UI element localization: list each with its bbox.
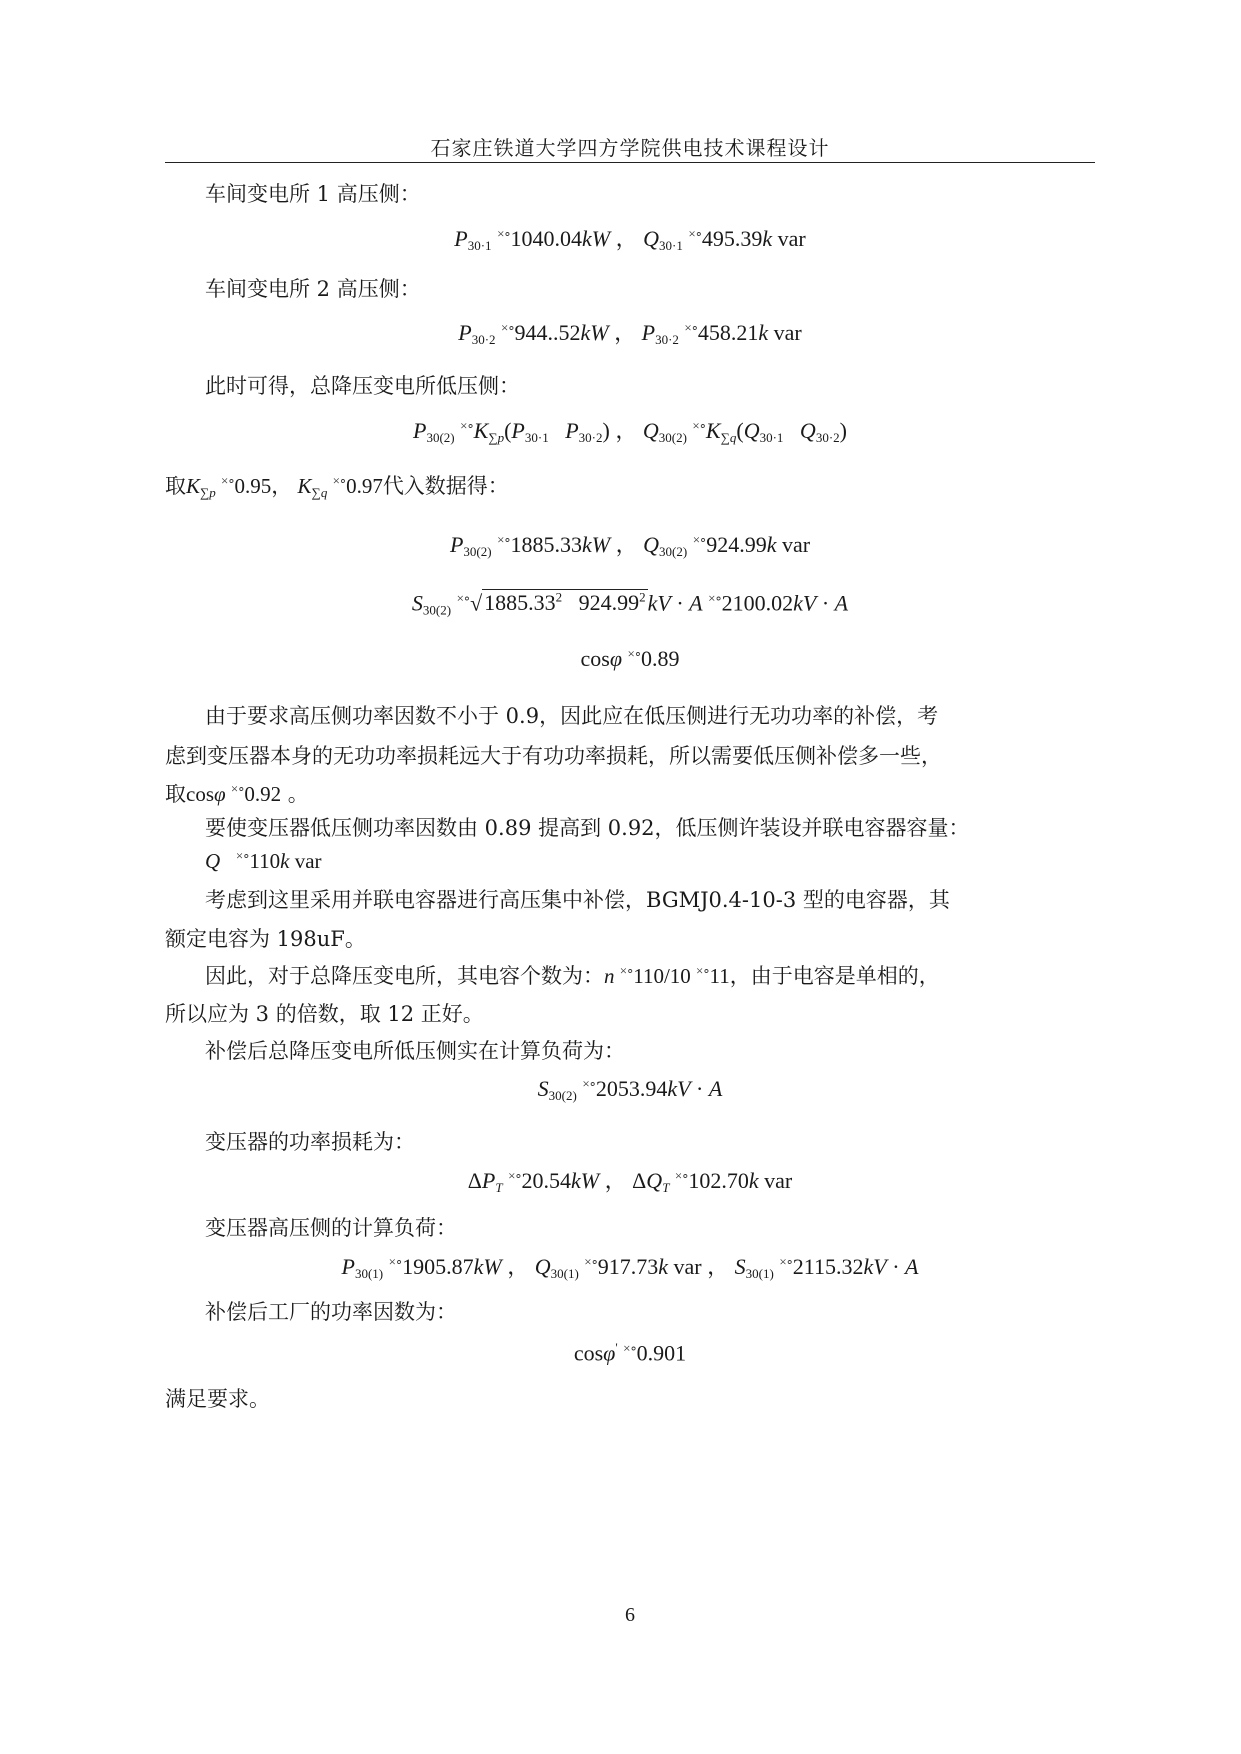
paragraph-substation-2: 车间变电所 2 高压侧： xyxy=(205,277,421,301)
paragraph-bgmj-l1: 考虑到这里采用并联电容器进行高压集中补偿，BGMJ0.4-10-3 型的电容器，其 xyxy=(205,888,950,912)
equation-substation-2: $P_{30\cdot 2}$ ×∘944..52kW ， $P_{30\cdot 2}$ ×∘458.21k var xyxy=(458,320,802,347)
paragraph-compensation-l2: 虑到变压器本身的无功功率损耗远大于有功功率损耗，所以需要低压侧补偿多一些， xyxy=(165,744,942,768)
paragraph-conclusion: 满足要求。 xyxy=(165,1387,270,1411)
paragraph-coefficients: 取$K_{\sum p}$ ×∘0.95， $K_{\sum q}$ ×∘0.97代入数据得： xyxy=(165,473,509,500)
equation-low-side-values: $P_{30(2)}$ ×∘1885.33kW ， $Q_{30(2)}$ ×∘924.99k var xyxy=(449,532,811,559)
paragraph-count-l1: 因此，对于总降压变电所，其电容个数为：n ×∘110/10 ×∘11，由于电容是单相的， xyxy=(205,963,940,988)
equation-high-side-load: $P_{30(1)}$ ×∘1905.87kW ， $Q_{30(1)}$ ×∘917.73k var ， $S_{30(1)}$ ×∘2115.32kV · A xyxy=(341,1254,919,1281)
paragraph-capacitor-l1: 要使变压器低压侧功率因数由 0.89 提高到 0.92，低压侧许装设并联电容器容量： xyxy=(205,816,970,840)
paragraph-high-side-load: 变压器高压侧的计算负荷： xyxy=(205,1216,457,1240)
paragraph-transformer-loss: 变压器的功率损耗为： xyxy=(205,1130,415,1154)
equation-apparent-power: $S_{30(2)}$ ×∘√1885.33$^2$ $924.99^2kV \cdot A$ ×∘2100.02kV · A xyxy=(411,590,849,618)
equation-substation-1: $P_{30\cdot 1}$ ×∘1040.04kW ， $Q_{30\cdot 1}$ ×∘495.39k var xyxy=(454,226,806,253)
paragraph-compensation-l1: 由于要求高压侧功率因数不小于 0.9，因此应在低压侧进行无功功率的补偿，考 xyxy=(205,704,939,728)
paragraph-after-compensation: 补偿后总降压变电所低压侧实在计算负荷为： xyxy=(205,1039,625,1063)
equation-transformer-loss: $\Delta P_T$ ×∘20.54kW ， $\Delta Q_T$ ×∘102.70k var xyxy=(467,1168,793,1195)
equation-power-factor: cosφ ×∘0.89 xyxy=(580,646,680,671)
paragraph-capacitor-l2: Q ×∘110k var xyxy=(205,848,322,873)
paragraph-low-side: 此时可得，总降压变电所低压侧： xyxy=(205,374,520,398)
paragraph-compensation-l3: 取cosφ ×∘0.92 。 xyxy=(165,781,309,806)
equation-final-power-factor: cosφ' ×∘0.901 xyxy=(573,1340,687,1366)
equation-low-side-general: $P_{30(2)}$ $^{\times\circ}K_{\sum p}(P_{30\cdot 1}$ $P_{30\cdot 2}$) ， $Q_{30(2)}$ $^{\times\circ}K_{\sum q}(Q_{30\cdot 1}$ $Q_{30\cdot 2}$) xyxy=(413,418,847,445)
page-number: 6 xyxy=(625,1604,635,1626)
paragraph-bgmj-l2: 额定电容为 198uF。 xyxy=(165,927,366,951)
paragraph-count-l2: 所以应为 3 的倍数，取 12 正好。 xyxy=(165,1002,484,1026)
equation-after-compensation: $S_{30(2)}$ ×∘2053.94kV · A xyxy=(537,1076,723,1103)
page-header-title: 石家庄铁道大学四方学院供电技术课程设计 xyxy=(430,136,830,160)
header-rule xyxy=(165,162,1095,163)
paragraph-final-power-factor: 补偿后工厂的功率因数为： xyxy=(205,1300,457,1324)
paragraph-substation-1: 车间变电所 1 高压侧： xyxy=(205,182,421,206)
